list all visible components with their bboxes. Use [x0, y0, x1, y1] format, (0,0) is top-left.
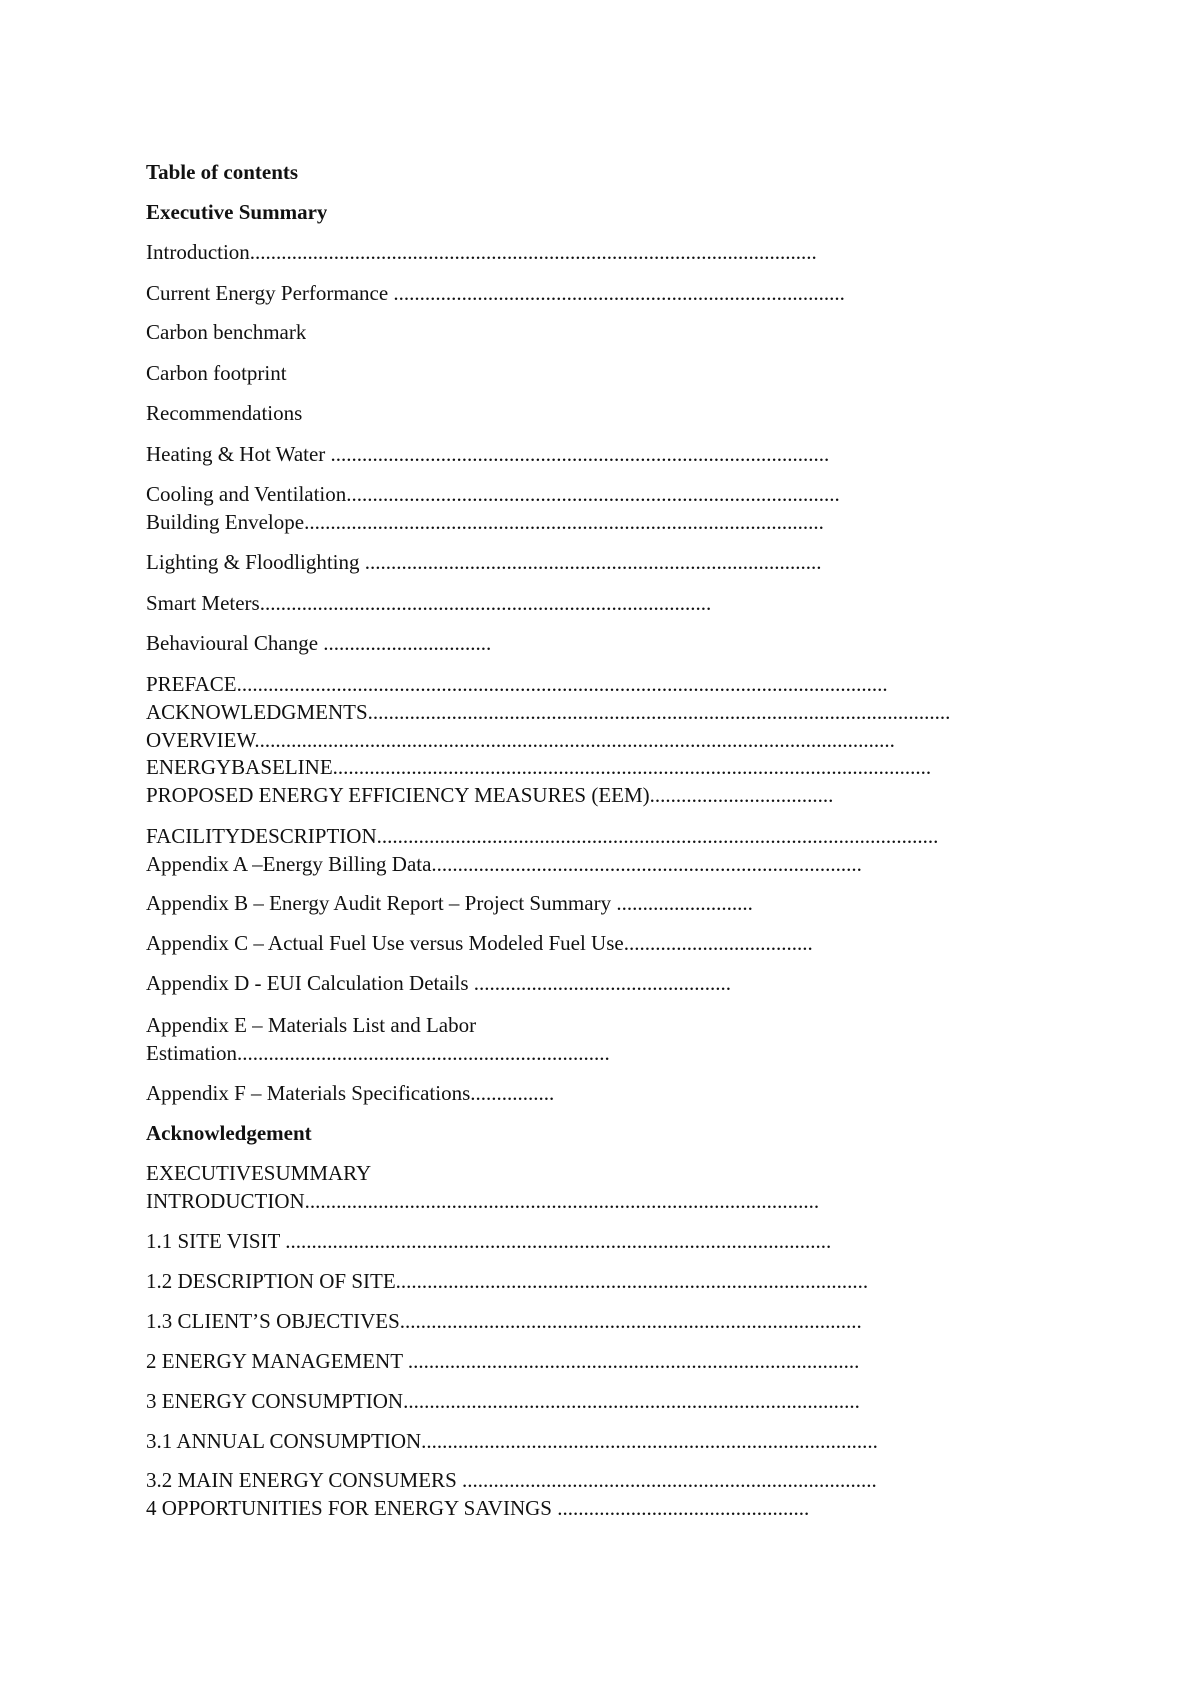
- toc-entry: 3.1 ANNUAL CONSUMPTION.......................................................................................: [146, 1429, 878, 1453]
- toc-entry: EXECUTIVESUMMARY: [146, 1161, 372, 1185]
- toc-entry: Building Envelope...................................................................................................: [146, 510, 824, 534]
- toc-entry: 4 OPPORTUNITIES FOR ENERGY SAVINGS ................................................: [146, 1496, 810, 1520]
- toc-entry: 1.2 DESCRIPTION OF SITE..........................................................................................: [146, 1269, 869, 1293]
- toc-entry: 3 ENERGY CONSUMPTION.......................................................................................: [146, 1389, 860, 1413]
- toc-entry: Recommendations: [146, 401, 303, 425]
- toc-entry: Lighting & Floodlighting .......................................................................................: [146, 550, 822, 574]
- toc-entry: Current Energy Performance ......................................................................................: [146, 281, 845, 305]
- toc-entry: ENERGYBASELINE..................................................................................................................: [146, 755, 932, 779]
- toc-entry: Appendix F – Materials Specifications................: [146, 1081, 555, 1105]
- toc-entry: INTRODUCTION..................................................................................................: [146, 1189, 820, 1213]
- toc-entry: 1.1 SITE VISIT ........................................................................................................: [146, 1229, 832, 1253]
- toc-entry: Appendix D - EUI Calculation Details .................................................: [146, 971, 732, 995]
- toc-entry: ACKNOWLEDGMENTS...............................................................................................................: [146, 700, 951, 724]
- toc-entry: FACILITYDESCRIPTION...........................................................................................................: [146, 824, 939, 848]
- toc-entry: Smart Meters......................................................................................: [146, 591, 712, 615]
- toc-entry: 2 ENERGY MANAGEMENT ......................................................................................: [146, 1349, 860, 1373]
- toc-entry: PROPOSED ENERGY EFFICIENCY MEASURES (EEM)...................................: [146, 783, 834, 807]
- toc-entry: Executive Summary: [146, 200, 328, 224]
- toc-entry: Appendix E – Materials List and Labor: [146, 1013, 477, 1037]
- toc-entry: Cooling and Ventilation..............................................................................................: [146, 482, 840, 506]
- toc-entry: Carbon benchmark: [146, 320, 307, 344]
- toc-entry: OVERVIEW..........................................................................................................................: [146, 728, 895, 752]
- toc-entry: 3.2 MAIN ENERGY CONSUMERS ...............................................................................: [146, 1468, 877, 1492]
- toc-entry: PREFACE............................................................................................................................: [146, 672, 888, 696]
- toc-entry: Behavioural Change ................................: [146, 631, 492, 655]
- toc-entry: Introduction............................................................................................................: [146, 240, 817, 264]
- toc-entry: Estimation.......................................................................: [146, 1041, 610, 1065]
- toc-entry: 1.3 CLIENT’S OBJECTIVES........................................................................................: [146, 1309, 862, 1333]
- toc-heading: Table of contents: [146, 160, 299, 184]
- toc-entry: Carbon footprint: [146, 361, 287, 385]
- toc-entry: Appendix C – Actual Fuel Use versus Modeled Fuel Use....................................: [146, 931, 813, 955]
- toc-entry: Appendix A –Energy Billing Data..................................................................................: [146, 852, 862, 876]
- toc-entry: Appendix B – Energy Audit Report – Project Summary ..........................: [146, 891, 753, 915]
- toc-entry: Heating & Hot Water ...............................................................................................: [146, 442, 830, 466]
- toc-entry: Acknowledgement: [146, 1121, 312, 1145]
